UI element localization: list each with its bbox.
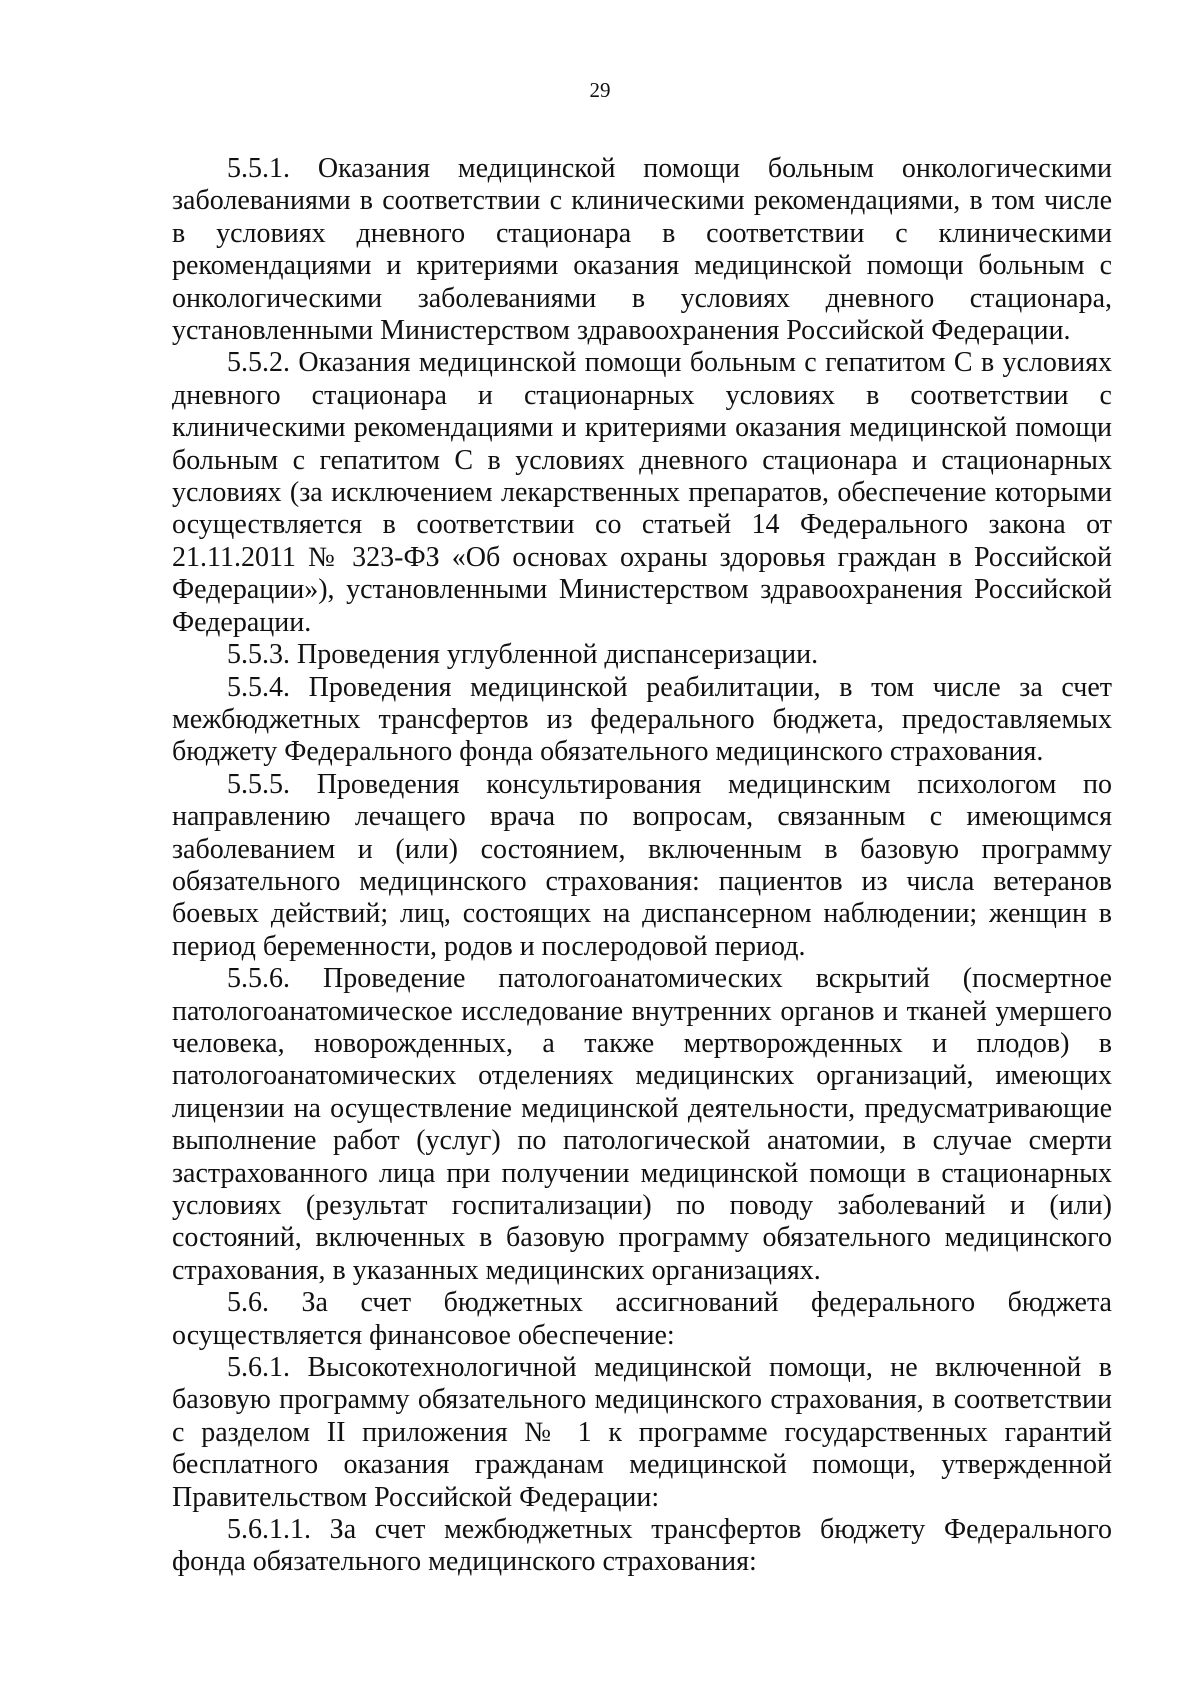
- paragraph-5-6: 5.6. За счет бюджетных ассигнований федерального бюджета осуществляется финансовое обеспечение:: [172, 1287, 1112, 1351]
- paragraph-5-5-4: 5.5.4. Проведения медицинской реабилитации, в том числе за счет межбюджетных трансфертов из федерального бюджета, предоставляемых бюджету Федерального фонда обязательного медицинского страхования.: [172, 671, 1112, 768]
- paragraph-5-6-1: 5.6.1. Высокотехнологичной медицинской помощи, не включенной в базовую программу обязательного медицинского страхования, в соответствии с разделом II приложения № 1 к программе государственных гарантий бесплатного оказания гражданам медицинской помощи, утвержденной Правительством Российской Федерации:: [172, 1352, 1112, 1513]
- paragraph-5-5-3: 5.5.3. Проведения углубленной диспансеризации.: [227, 639, 819, 671]
- document-body: [172, 153, 1112, 1579]
- paragraph-5-6-1-1: 5.6.1.1. За счет межбюджетных трансфертов бюджету Федерального фонда обязательного медицинского страхования:: [172, 1514, 1112, 1578]
- paragraph-5-5-5: 5.5.5. Проведения консультирования медицинским психологом по направлению лечащего врача по вопросам, связанным с имеющимся заболеванием и (или) состоянием, включенным в базовую программу обязательного медицинского страхования: пациентов из числа ветеранов боевых действий; лиц, состоящих на диспансерном наблюдении; женщин в период беременности, родов и послеродовой период.: [172, 768, 1112, 962]
- paragraph-5-5-1: 5.5.1. Оказания медицинской помощи больным онкологическими заболеваниями в соответствии с клиническими рекомендациями, в том числе в условиях дневного стационара в соответствии с клиническими рекомендациями и критериями оказания медицинской помощи больным с онкологическими заболеваниями в условиях дневного стационара, установленными Министерством здравоохранения Российской Федерации.: [172, 153, 1112, 347]
- paragraph-5-5-2: 5.5.2. Оказания медицинской помощи больным с гепатитом С в условиях дневного стационара и стационарных условиях в соответствии с клиническими рекомендациями и критериями оказания медицинской помощи больным с гепатитом С в условиях дневного стационара и стационарных условиях (за исключением лекарственных препаратов, обеспечение которыми осуществляется в соответствии со статьей 14 Федерального закона от 21.11.2011 № 323-ФЗ «Об основах охраны здоровья граждан в Российской Федерации»), установленными Министерством здравоохранения Российской Федерации.: [172, 347, 1112, 638]
- paragraph-5-5-6: 5.5.6. Проведение патологоанатомических вскрытий (посмертное патологоанатомическое исследование внутренних органов и тканей умершего человека, новорожденных, а также мертворожденных и плодов) в патологоанатомических отделениях медицинских организаций, имеющих лицензии на осуществление медицинской деятельности, предусматривающие выполнение работ (услуг) по патологической анатомии, в случае смерти застрахованного лица при получении медицинской помощи в стационарных условиях (результат госпитализации) по поводу заболеваний и (или) состояний, включенных в базовую программу обязательного медицинского страхования, в указанных медицинских организациях.: [172, 963, 1112, 1286]
- page-number: 29: [589, 78, 611, 102]
